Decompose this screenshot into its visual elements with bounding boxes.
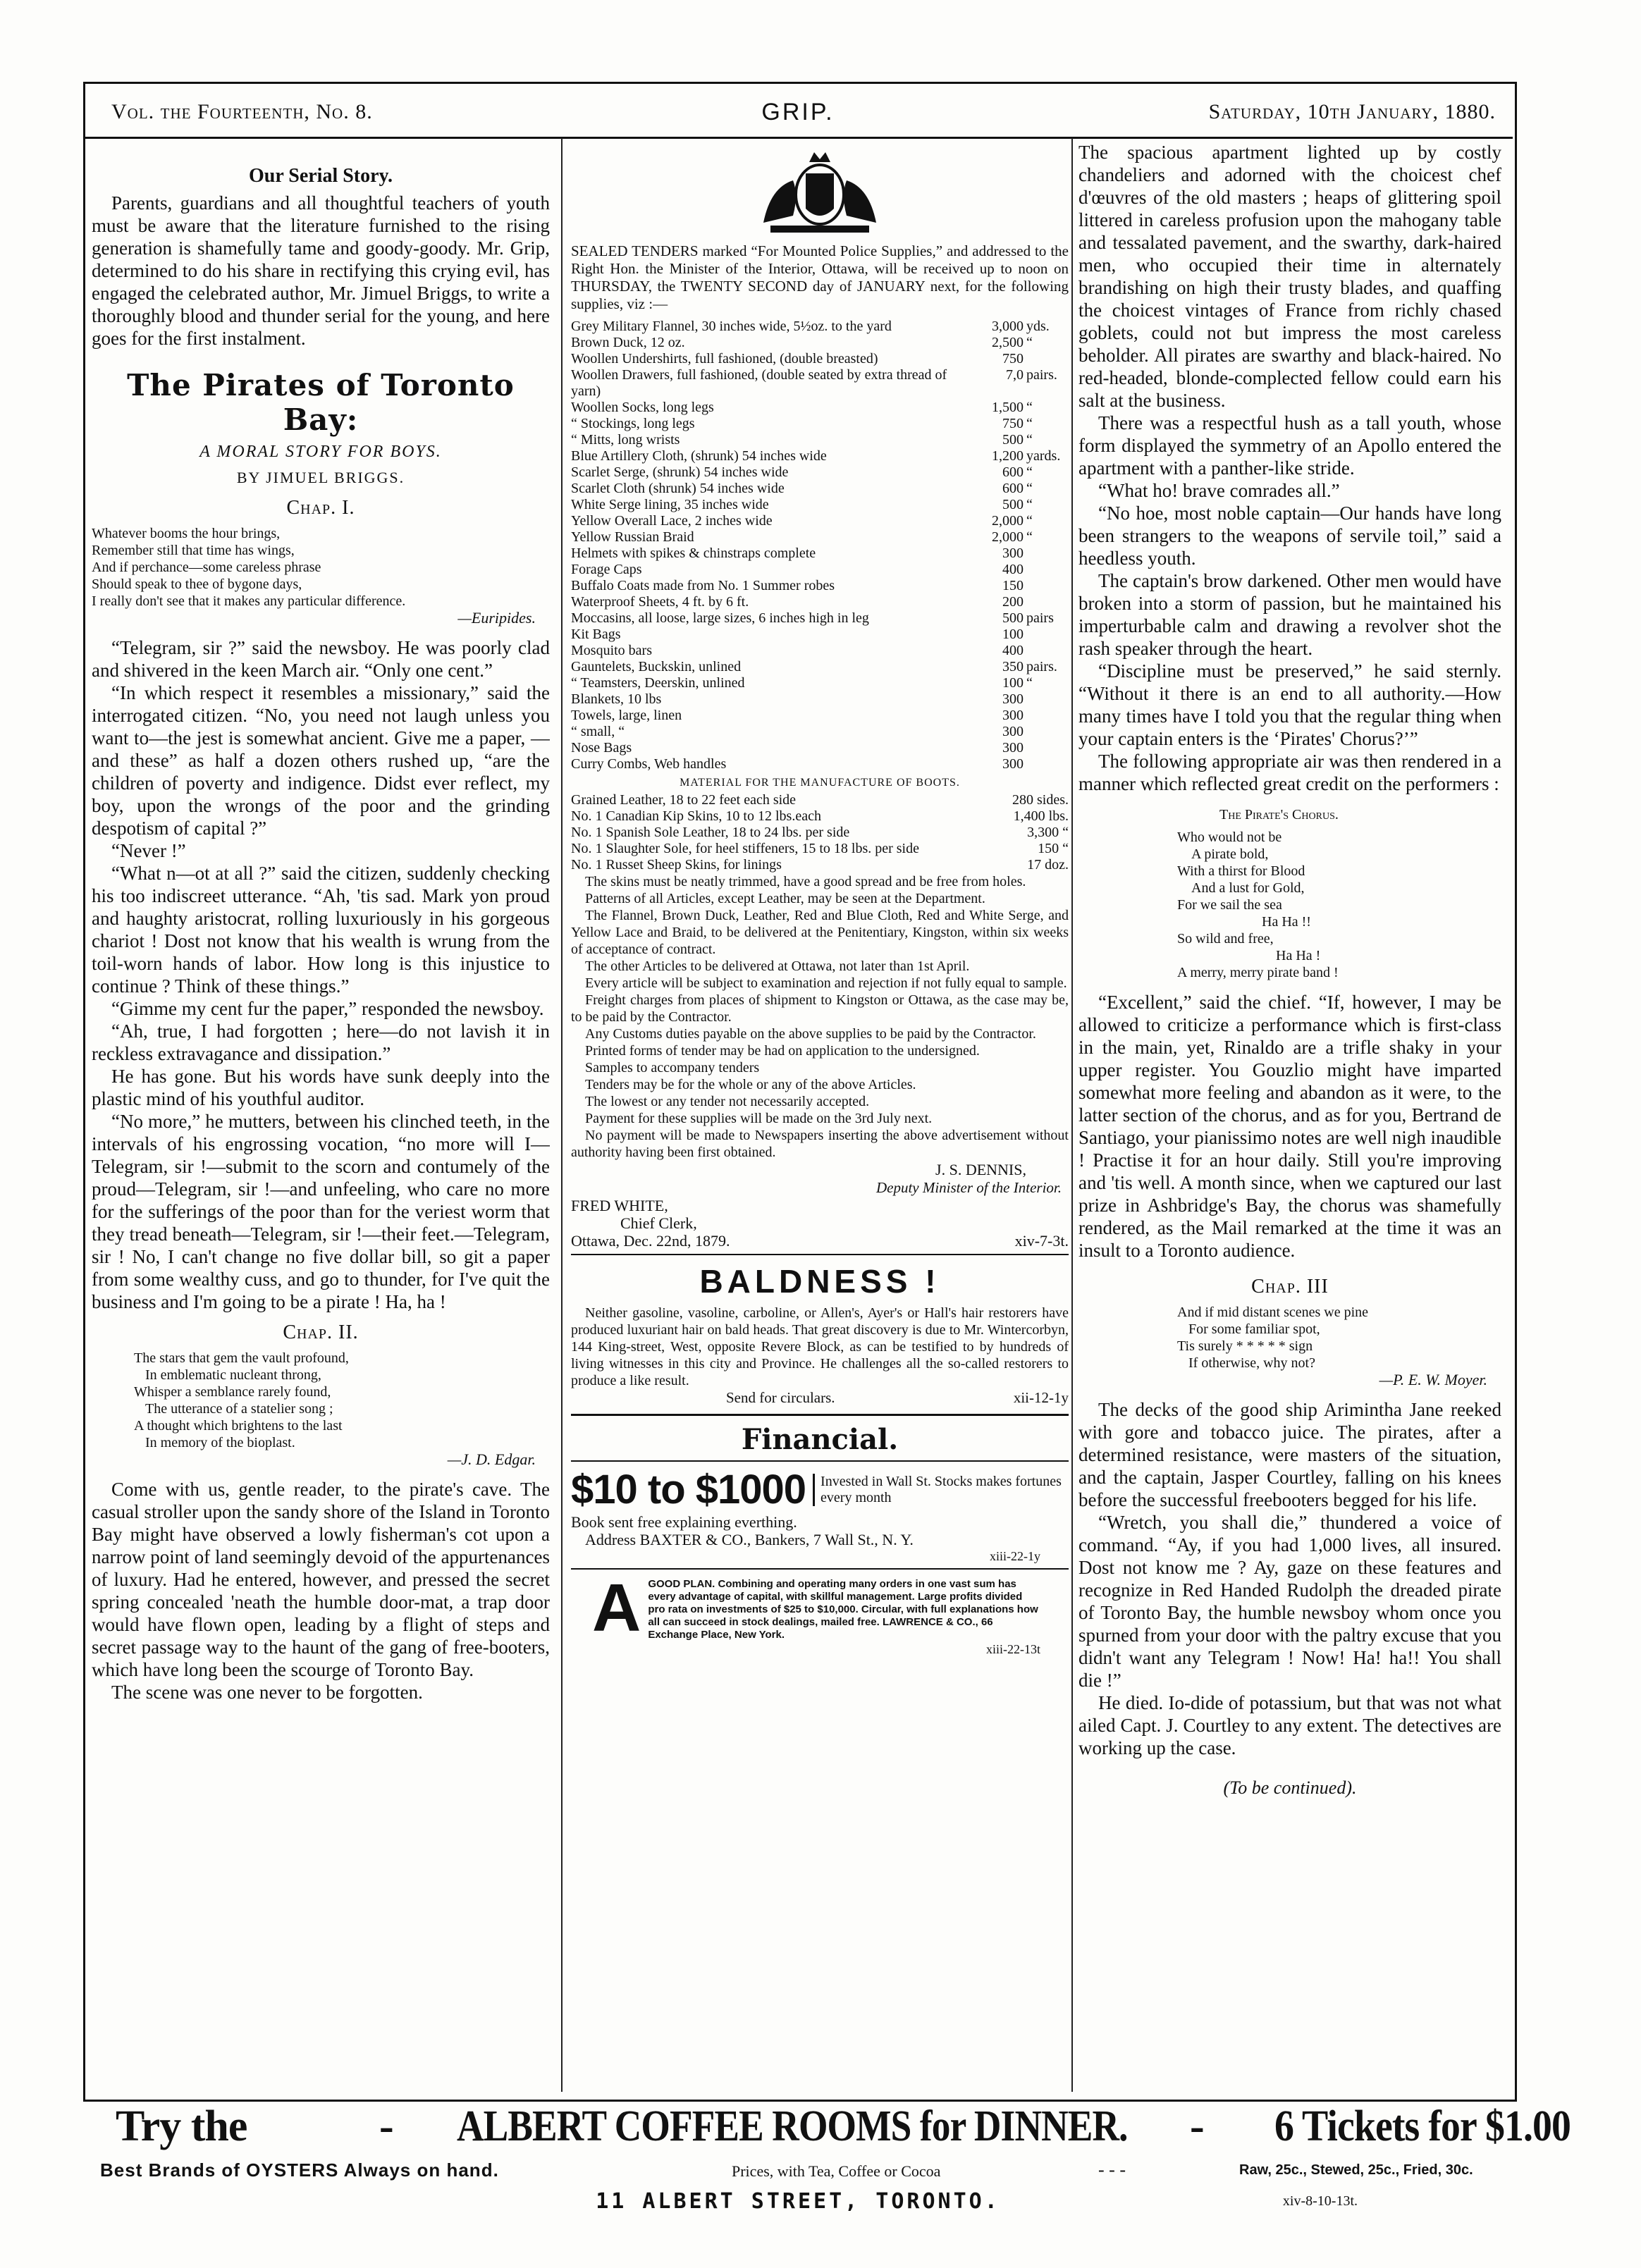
supply-item: Blankets, 10 lbs	[571, 691, 662, 707]
material-item: No. 1 Slaughter Sole, for heel stiffeners, 15 to 18 lbs. per side	[571, 841, 919, 856]
paragraph: “Gimme my cent fur the paper,” responded the newsboy.	[111, 998, 544, 1019]
material-item: No. 1 Spanish Sole Leather, 18 to 24 lbs. per side	[571, 825, 850, 840]
supply-item: Woollen Undershirts, full fashioned, (double breasted)	[571, 351, 878, 366]
supply-unit	[1024, 756, 1069, 772]
condition-paragraph: Every article will be subject to examination and rejection if not fully equal to sample.	[585, 975, 1067, 991]
stocks-ad-tagline: Invested in Wall St. Stocks makes fortunes every month	[813, 1474, 1069, 1506]
supply-unit: “	[1026, 513, 1033, 529]
epigraph-attribution: —Euripides.	[457, 609, 536, 627]
supply-item: “ Stockings, long legs	[571, 416, 695, 431]
epigraph-3	[1078, 1304, 1501, 1388]
poem-line: Should speak to thee of bygone days,	[92, 577, 302, 592]
material-qty: 280 sides.	[1012, 792, 1069, 808]
clerk-title: Chief Clerk,	[620, 1214, 697, 1232]
poem-line: Ha Ha !!	[1262, 914, 1311, 930]
ad-code: xii-12-1y	[1013, 1389, 1069, 1406]
chapter-2-heading: Chap. II.	[283, 1321, 359, 1343]
condition-paragraph: The lowest or any tender not necessarily accepted.	[585, 1094, 870, 1109]
pirates-chorus	[1078, 806, 1501, 981]
supply-qty: 300	[1002, 546, 1024, 561]
supply-row	[571, 578, 1069, 594]
supply-unit	[1024, 643, 1069, 659]
poem-line: Tis surely * * * * * sign	[1177, 1338, 1313, 1354]
material-qty: 150 “	[1038, 841, 1069, 856]
material-item: No. 1 Canadian Kip Skins, 10 to 12 lbs.each	[571, 808, 821, 824]
poem-line: Ha Ha !	[1276, 948, 1321, 963]
footer-dots: - - -	[1098, 2159, 1126, 2180]
poem-line: I really don't see that it makes any particular difference.	[92, 593, 406, 609]
supply-row	[571, 708, 1069, 724]
divider	[571, 1568, 1069, 1570]
supply-item: “ Teamsters, Deerskin, unlined	[571, 675, 745, 691]
materials-table	[571, 792, 1069, 873]
supply-item: Yellow Russian Braid	[571, 529, 694, 545]
supply-qty: 1,200	[992, 448, 1024, 464]
tender-intro: SEALED TENDERS marked “For Mounted Police Supplies,” and addressed to the Right Hon. the Minister of the Interior, Ottawa, will be received up to noon on THURSDAY, the TWENTY SECOND day of JANUARY next, for the following supplies, viz :—	[571, 242, 1069, 312]
footer-oyster-prices: Raw, 25c., Stewed, 25c., Fried, 30c.	[1239, 2162, 1473, 2178]
supply-item: White Serge lining, 35 inches wide	[571, 497, 769, 512]
supply-item: Forage Caps	[571, 562, 642, 577]
supply-unit	[1024, 594, 1069, 610]
good-plan-text: GOOD PLAN. Combining and operating many orders in one vast sum has every advantage of capital, with skillful management. Large profits divided pro rata on investments of $25 to $10,000. Circular, with full explanations how all can succeed in stock dealings, mailed free. LAWRENCE & CO., 66 Exchange Place, New York.	[648, 1578, 1038, 1641]
footer-dash: -	[379, 2102, 393, 2150]
material-item: No. 1 Russet Sheep Skins, for linings	[571, 857, 782, 873]
issue-date: Saturday, 10th January, 1880.	[1208, 100, 1496, 123]
byline: BY JIMUEL BRIGGS.	[236, 469, 405, 486]
supply-item: Helmets with spikes & chinstraps complete	[571, 546, 816, 561]
supply-item: Scarlet Serge, (shrunk) 54 inches wide	[571, 464, 789, 480]
signatory-title: Deputy Minister of the Interior.	[875, 1179, 1062, 1196]
supply-unit	[1024, 351, 1069, 367]
baldness-text: Neither gasoline, vasoline, carboline, or Allen's, Ayer's or Hall's hair restorers have produced luxuriant hair on bald heads. That great discovery is due to Mr. Wintercorbyn, 144 King-street, West, opposite Revere Block, as can be testified to by hundreds of living witnesses in this city and Province. He challenges all the so-called restorers to produce a like result.	[571, 1305, 1069, 1388]
supply-qty: 500	[1002, 432, 1024, 448]
supply-row	[571, 481, 1069, 497]
supply-unit: “	[1026, 416, 1033, 431]
chapter-3-heading: Chap. III	[1251, 1276, 1329, 1298]
supply-item: Gauntelets, Buckskin, unlined	[571, 659, 742, 674]
poem-line: Whisper a semblance rarely found,	[134, 1384, 331, 1400]
paragraph: “Wretch, you shall die,” thundered a voice of command. “Ay, if you had 1,000 lives, all insured. Dost not know me ? Ay, gaze on these features and recognize in Red Handed Rudolph the dreaded pirate of Toronto Bay, the humble newsboy whom once you spurned from your door with the paltry excuse that you didn't want any Telegram ! Now! Ha! ha!! You shall die !”	[1078, 1512, 1501, 1691]
epigraph-1	[92, 525, 550, 627]
supply-row	[571, 319, 1069, 335]
supply-item: Mosquito bars	[571, 643, 652, 658]
signatory-name: J. S. DENNIS,	[935, 1161, 1026, 1178]
supply-qty: 600	[1002, 481, 1024, 496]
supply-row	[571, 448, 1069, 464]
footer-line-2	[83, 2159, 1513, 2188]
tender-conditions	[571, 873, 1069, 1161]
tender-date: Ottawa, Dec. 22nd, 1879.	[571, 1232, 730, 1250]
column-3	[1078, 141, 1501, 2086]
footer-line-3	[83, 2189, 1513, 2214]
supply-unit: “	[1026, 400, 1033, 415]
material-qty: 17 doz.	[1027, 857, 1069, 873]
column-2	[571, 141, 1069, 2086]
baldness-send: Send for circulars.	[726, 1389, 835, 1406]
supply-qty: 350	[1002, 659, 1024, 674]
supply-qty: 300	[1002, 756, 1024, 772]
condition-paragraph: Printed forms of tender may be had on application to the undersigned.	[585, 1043, 980, 1059]
paragraph: “What n—ot at all ?” said the citizen, suddenly checking his too indiscreet utterance. “Ah, 'tis sad. Mark yon proud and haughty aristocrat, rolling luxuriously in his gorgeous chariot ! Dost not know that his wealth is wrung from the toil-worn hands of labor. How long is this injustice to continue ? Think of these things.”	[92, 863, 550, 997]
supply-item: Moccasins, all loose, large sizes, 6 inches high in leg	[571, 610, 869, 626]
poem-line: In memory of the bioplast.	[145, 1435, 295, 1450]
poem-line: And if mid distant scenes we pine	[1177, 1305, 1369, 1320]
tender-notice	[571, 242, 1069, 313]
supply-unit: “	[1026, 432, 1033, 448]
supply-qty: 400	[1002, 562, 1024, 577]
supply-qty: 100	[1002, 675, 1024, 691]
supply-qty: 1,500	[992, 400, 1024, 415]
paragraph: “What ho! brave comrades all.”	[1098, 480, 1340, 501]
epigraph-2	[92, 1350, 550, 1468]
column-1	[92, 141, 550, 2086]
footer-try: Try the	[116, 2102, 247, 2150]
supply-qty: 2,000	[992, 513, 1024, 529]
supply-row	[571, 432, 1069, 448]
paragraph: The spacious apartment lighted up by costly chandeliers and adorned with the choicest chef d'œuvres of the old masters ; heaps of glittering spoil littered in careless profusion upon the mahogany table and tessalated pavement, and the swarthy, dark-haired men, who occupied their time in alternately brandishing on high their trusty blades, and quaffing the choicest vintages of France from richly chased goblets, could not but impress the most careless beholder. All pirates are swarthy and black-haired. No red-headed, blonde-complected fellow could earn his salt at the business.	[1078, 142, 1501, 411]
supply-unit	[1024, 691, 1069, 708]
paragraph: “Telegram, sir ?” said the newsboy. He was poorly clad and shivered in the keen March air. “Only one cent.”	[92, 637, 550, 681]
condition-paragraph: Patterns of all Articles, except Leather, may be seen at the Department.	[585, 891, 985, 906]
supply-item: Blue Artillery Cloth, (shrunk) 54 inches wide	[571, 448, 827, 464]
supply-item: Scarlet Cloth (shrunk) 54 inches wide	[571, 481, 785, 496]
footer-advertisement	[83, 2102, 1571, 2264]
supply-unit: yds.	[1026, 319, 1050, 334]
supply-row	[571, 416, 1069, 432]
supply-row	[571, 740, 1069, 756]
paragraph: There was a respectful hush as a tall youth, whose form displayed the symmetry of an Apollo entered the apartment with a panther-like stride.	[1078, 412, 1501, 479]
paragraph: “No more,” he mutters, between his clinched teeth, in the intervals of his engrossing vocation, “no more will I—Telegram, sir !—submit to the scorn and contumely of the proud—Telegram, sir !—and unfeeling, who care no more for the sufferings of the poor than for the veriest worm that they tread beneath—Telegram, sir !—their feet.—Telegram, sir ! No, I can't change no five dollar bill, so git a paper from some wealthy cuss, and go to thunder, for I've quit the business and I'm going to be a pirate ! Ha, ha !	[92, 1111, 550, 1312]
footer-address: 11 ALBERT STREET, TORONTO.	[596, 2189, 1000, 2214]
stocks-ad-amount: $10 to $1000	[571, 1467, 806, 1512]
supply-row	[571, 335, 1069, 351]
supply-item: “ small, “	[571, 724, 625, 739]
material-qty: 3,300 “	[1027, 825, 1069, 840]
paragraph: “Discipline must be preserved,” he said sternly. “Without it there is an end to all authority.—How many times have I told you that the regular thing when your captain enters is the ‘Pirates' Chorus?’”	[1078, 660, 1501, 749]
poem-line: For some familiar spot,	[1188, 1321, 1320, 1337]
paragraph: He has gone. But his words have sunk deeply into the plastic mind of his youthful auditor.	[92, 1066, 550, 1109]
ad-code: xiv-7-3t.	[1014, 1232, 1069, 1250]
supply-row	[571, 659, 1069, 675]
supply-row	[571, 562, 1069, 578]
condition-paragraph: Samples to accompany tenders	[585, 1060, 760, 1076]
supply-row	[571, 691, 1069, 708]
supply-item: Waterproof Sheets, 4 ft. by 6 ft.	[571, 594, 749, 610]
story-title: The Pirates of Toronto Bay:	[127, 368, 515, 437]
chapter-1-heading: Chap. I.	[286, 497, 355, 519]
material-row	[571, 857, 1069, 873]
paragraph: “Excellent,” said the chief. “If, however, I may be allowed to criticize a performance which is first-class in the main, yet, Rinaldo are a trifle shaky in your upper register. You Gouzlio might have imparted somewhat more feeling and abandon as it were, to the latter section of the chorus, and as for you, Bertrand de Santiago, your pianissimo notes are well nigh inaudible ! Practise it for an hour daily. Still you're improving and 'tis well. A month since, when we captured our last prize in Ashbridge's Bay, the chorus was shamefully rendered, as the Mail remarked at the time it was an insult to a Toronto audience.	[1078, 992, 1501, 1261]
supply-item: Brown Duck, 12 oz.	[571, 335, 685, 350]
paragraph: Come with us, gentle reader, to the pirate's cave. The casual stroller upon the sandy shore of the Island in Toronto Bay might have observed a lowly fisherman's cot upon a narrow point of land seemingly devoid of the appurtenances of luxury. Had he entered, however, and pressed the secret spring concealed 'neath the humble door-mat, a trap door would have flown open, leading by a flight of steps and secret passage way to the haunt of the gang of free-booters, which have long been the scourge of Toronto Bay.	[92, 1479, 550, 1680]
condition-paragraph: The skins must be neatly trimmed, have a good spread and be free from holes.	[585, 874, 1026, 889]
condition-paragraph: The Flannel, Brown Duck, Leather, Red and Blue Cloth, Red and White Serge, and Yellow Lace and Braid, to be delivered at the Penitentiary, Kingston, within six weeks of acceptance of contract.	[571, 908, 1069, 957]
supply-row	[571, 367, 1069, 400]
supply-item: Kit Bags	[571, 627, 621, 642]
supply-unit: “	[1026, 481, 1033, 496]
condition-paragraph: No payment will be made to Newspapers inserting the above advertisement without authority having been first obtained.	[571, 1128, 1069, 1160]
column-rule-2	[1071, 138, 1073, 2092]
supply-row	[571, 351, 1069, 367]
supply-row	[571, 756, 1069, 772]
royal-coat-of-arms-icon	[742, 145, 897, 237]
supply-qty: 500	[1002, 497, 1024, 512]
material-row	[571, 841, 1069, 857]
material-item: Grained Leather, 18 to 22 feet each side	[571, 792, 797, 808]
supply-item: Curry Combs, Web handles	[571, 756, 727, 772]
supply-unit: “	[1026, 335, 1033, 350]
supply-row	[571, 513, 1069, 529]
poem-line: A merry, merry pirate band !	[1177, 965, 1339, 980]
paragraph: “Ah, true, I had forgotten ; here—do not lavish it in reckless extravagance and dissipation.”	[92, 1021, 550, 1064]
footer-dash: -	[1190, 2102, 1204, 2150]
supply-qty: 7,0	[1006, 367, 1024, 383]
supply-unit: “	[1026, 529, 1033, 545]
material-row	[571, 808, 1069, 825]
material-qty: 1,400 lbs.	[1013, 808, 1069, 824]
supply-row	[571, 643, 1069, 659]
date-line	[571, 1232, 1069, 1250]
clerk-name: FRED WHITE,	[571, 1197, 668, 1214]
baldness-ad	[571, 1305, 1069, 1389]
footer-albert-coffee: ALBERT COFFEE ROOMS for DINNER.	[457, 2102, 1128, 2150]
epigraph-attribution: —J. D. Edgar.	[447, 1450, 536, 1468]
supply-item: Grey Military Flannel, 30 inches wide, 5½oz. to the yard	[571, 319, 892, 334]
supply-row	[571, 546, 1069, 562]
masthead	[83, 86, 1513, 139]
paragraph: The following appropriate air was then rendered in a manner which reflected great credit on the performers :	[1078, 751, 1501, 794]
supply-qty: 400	[1002, 643, 1024, 658]
supply-qty: 2,000	[992, 529, 1024, 545]
poem-line: In emblematic nucleant throng,	[145, 1367, 321, 1383]
volume-info: Vol. the Fourteenth, No. 8.	[111, 100, 373, 123]
paragraph: The captain's brow darkened. Other men would have broken into a storm of passion, but he maintained his imperturbable calm and drawing a revolver shot the rash speaker through the heart.	[1078, 570, 1501, 659]
supply-qty: 300	[1002, 691, 1024, 707]
supply-item: Nose Bags	[571, 740, 632, 756]
supply-row	[571, 464, 1069, 481]
supply-qty: 300	[1002, 724, 1024, 739]
stocks-ad	[571, 1466, 1069, 1513]
serial-heading: Our Serial Story.	[248, 165, 393, 187]
materials-heading: MATERIAL FOR THE MANUFACTURE OF BOOTS.	[680, 777, 960, 789]
epigraph-attribution: —P. E. W. Moyer.	[1379, 1371, 1487, 1388]
poem-line: If otherwise, why not?	[1188, 1355, 1315, 1371]
supply-unit: pairs	[1026, 610, 1054, 626]
baldness-heading: BALDNESS !	[699, 1263, 940, 1300]
footer-line-1	[83, 2102, 1571, 2158]
ad-code: xiii-22-1y	[990, 1549, 1040, 1563]
poem-line: Remember still that time has wings,	[92, 543, 295, 558]
material-row	[571, 792, 1069, 808]
supply-qty: 300	[1002, 708, 1024, 723]
supply-unit: “	[1026, 675, 1033, 691]
supply-qty: 100	[1002, 627, 1024, 642]
poem-line: And a lust for Gold,	[1191, 880, 1305, 896]
supply-item: “ Mitts, long wrists	[571, 432, 680, 448]
condition-paragraph: Freight charges from places of shipment to Kingston or Ottawa, as the case may be, to be paid by the Contractor.	[571, 992, 1069, 1025]
supply-qty: 3,000	[992, 319, 1024, 334]
condition-paragraph: Payment for these supplies will be made on the 3rd July next.	[585, 1111, 933, 1126]
poem-line: Who would not be	[1177, 830, 1282, 845]
condition-paragraph: Tenders may be for the whole or any of the above Articles.	[585, 1077, 916, 1092]
supply-unit	[1024, 740, 1069, 756]
supply-row	[571, 627, 1069, 643]
supply-qty: 600	[1002, 464, 1024, 480]
supply-row	[571, 529, 1069, 546]
poem-line: The utterance of a statelier song ;	[145, 1401, 333, 1417]
supply-qty: 2,500	[992, 335, 1024, 350]
poem-line: Whatever booms the hour brings,	[92, 526, 281, 541]
good-plan-ad	[571, 1570, 1069, 1646]
supply-item: Buffalo Coats made from No. 1 Summer robes	[571, 578, 835, 593]
supply-row	[571, 400, 1069, 416]
supply-item: Woollen Socks, long legs	[571, 400, 714, 415]
supply-row	[571, 594, 1069, 610]
poem-line: So wild and free,	[1177, 931, 1274, 947]
poem-line: The stars that gem the vault profound,	[134, 1350, 349, 1366]
paragraph: “No hoe, most noble captain—Our hands have long been strangers to the weapons of servile toil,” said a heedless youth.	[1078, 503, 1501, 569]
stocks-ad-body: Book sent free explaining everthing.	[571, 1513, 797, 1531]
poem-line: A thought which brightens to the last	[134, 1418, 343, 1434]
supply-row	[571, 724, 1069, 740]
supply-unit: yards.	[1026, 448, 1061, 464]
supply-row	[571, 497, 1069, 513]
poem-line: A pirate bold,	[1191, 846, 1269, 862]
supply-qty: 500	[1002, 610, 1024, 626]
supply-row	[571, 610, 1069, 627]
poem-line: And if perchance—some careless phrase	[92, 560, 321, 575]
paragraph: He died. Io-dide of potassium, but that was not what ailed Capt. J. Courtley to any extent. The detectives are working up the case.	[1078, 1692, 1501, 1758]
supply-item: Woollen Drawers, full fashioned, (double seated by extra thread of yarn)	[571, 367, 947, 399]
condition-paragraph: The other Articles to be delivered at Ottawa, not later than 1st April.	[585, 959, 970, 974]
supply-unit: pairs.	[1026, 367, 1057, 383]
ad-code: xiii-22-13t	[986, 1642, 1040, 1656]
supply-unit	[1024, 724, 1069, 740]
supply-unit	[1024, 708, 1069, 724]
supply-unit	[1024, 627, 1069, 643]
ad-code: xiv-8-10-13t.	[1282, 2193, 1358, 2209]
supply-qty: 750	[1002, 351, 1024, 366]
supply-qty: 200	[1002, 594, 1024, 610]
column-rule-1	[561, 138, 563, 2092]
baldness-footer	[571, 1389, 1069, 1407]
paragraph: The decks of the good ship Arimintha Jane reeked with gore and tobacco juice. The pirates, after a determined resistance, were masters of the situation, and the captain, Jasper Courtley, falling on his knees before the successful freebooters begged for his life.	[1078, 1399, 1501, 1510]
supply-qty: 150	[1002, 578, 1024, 593]
footer-tickets: 6 Tickets for $1.00	[1274, 2102, 1571, 2150]
poem-line: For we sail the sea	[1177, 897, 1282, 913]
poem-line: With a thirst for Blood	[1177, 863, 1305, 879]
supply-qty: 300	[1002, 740, 1024, 756]
supply-row	[571, 675, 1069, 691]
footer-oysters: Best Brands of OYSTERS Always on hand.	[100, 2159, 499, 2181]
divider	[571, 1414, 1069, 1416]
stocks-ad-address: Address BAXTER & CO., Bankers, 7 Wall St., N. Y.	[585, 1531, 914, 1548]
chorus-title: The Pirate's Chorus.	[1219, 807, 1339, 822]
condition-paragraph: Any Customs duties payable on the above supplies to be paid by the Contractor.	[585, 1026, 1036, 1042]
supply-unit: “	[1026, 497, 1033, 512]
serial-intro: Parents, guardians and all thoughtful teachers of youth must be aware that the literature furnished to the rising generation is shamefully tame and goody-goody. Mr. Grip, determined to do his share in rectifying this crying evil, has engaged the celebrated author, Mr. Jimuel Briggs, to write a thoroughly blood and thunder serial for the young, and here goes for the first instalment.	[92, 192, 550, 349]
paragraph: “Never !”	[111, 840, 186, 861]
supplies-table	[571, 319, 1069, 772]
divider	[571, 1460, 1069, 1462]
supply-unit	[1024, 562, 1069, 578]
newspaper-title: GRIP.	[761, 99, 835, 125]
story-subtitle: A MORAL STORY FOR BOYS.	[199, 443, 442, 461]
divider	[571, 1254, 1069, 1255]
good-plan-initial: A	[592, 1570, 641, 1646]
financial-heading: Financial.	[741, 1423, 899, 1456]
supply-unit	[1024, 578, 1069, 594]
footer-prices: Prices, with Tea, Coffee or Cocoa	[732, 2162, 941, 2180]
supply-qty: 750	[1002, 416, 1024, 431]
paragraph: The scene was one never to be forgotten.	[111, 1682, 423, 1703]
supply-item: Yellow Overall Lace, 2 inches wide	[571, 513, 773, 529]
to-be-continued: (To be continued).	[1223, 1777, 1357, 1798]
paragraph: “In which respect it resembles a missionary,” said the interrogated citizen. “No, you need not laugh unless you want to—the jest is somewhat ancient. Give me a paper, —and these” as half a dozen others rushed up, “are the children of poverty and indigence. Didst ever reflect, my boy, upon the wrongs of the poor and the grinding despotism of capital ?”	[92, 682, 550, 839]
supply-unit	[1024, 546, 1069, 562]
material-row	[571, 825, 1069, 841]
supply-item: Towels, large, linen	[571, 708, 682, 723]
supply-unit: “	[1026, 464, 1033, 480]
supply-unit: pairs.	[1026, 659, 1057, 674]
